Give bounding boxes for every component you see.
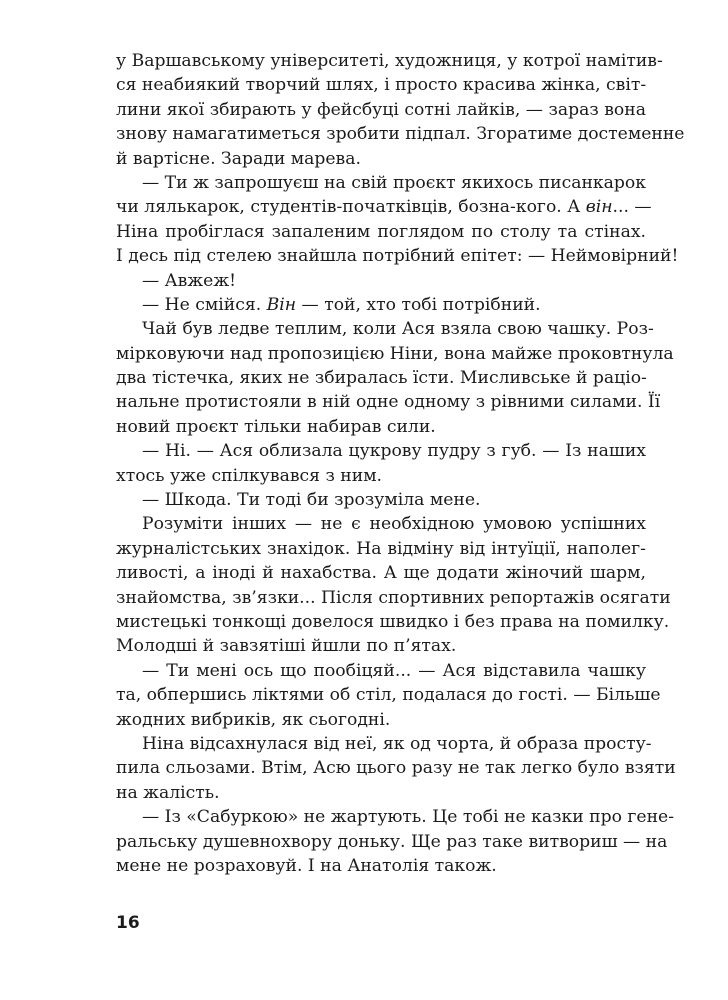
text-line: Молодші й завзятіші йшли по п’ятах. (116, 636, 457, 657)
text-line: Розуміти інших — не є необхідною умовою успішних (142, 514, 646, 535)
text-line: два тістечка, яких не збиралась їсти. Мисливське й раціо- (116, 368, 647, 389)
text-line: пила сльозами. Втім, Асю цього разу не так легко було взяти (116, 758, 676, 779)
text-line: Ніна пробіглася запаленим поглядом по столу та стінах. (116, 221, 646, 242)
text-line: та, обпершись ліктями об стіл, подалася до гості. — Більше (116, 685, 661, 706)
text-line: нальне протистояли в ній одне одному з рівними силами. Її (116, 392, 661, 413)
page-text (116, 49, 685, 878)
text-line: — Ти ж запрошуєш на свій проєкт якихось писанкарок (142, 172, 646, 193)
text-line: І десь під стелею знайшла потрібний епітет: — Неймовірний! (116, 246, 679, 267)
text-line: — Шкода. Ти тоді би зрозуміла мене. (142, 490, 481, 511)
text-line: жодних вибриків, як сьогодні. (116, 709, 391, 730)
text-line: ральську душевнохвору доньку. Ще раз таке витвориш — на (116, 831, 668, 852)
text-line: журналістських знахідок. На відміну від інтуїції, наполег- (116, 538, 646, 559)
text-line: мене не розраховуй. І на Анатолія також. (116, 855, 497, 876)
text-line: Чай був ледве теплим, коли Ася взяла свою чашку. Роз- (142, 319, 654, 340)
text-line: мірковуючи над пропозицією Ніни, вона майже проковтнула (116, 343, 674, 364)
text-line: у Варшавському університеті, художниця, у котрої намітив- (116, 51, 663, 71)
text-line: знайомства, зв’язки... Після спортивних репортажів осягати (116, 587, 671, 608)
text-line: новий проєкт тільки набирав сили. (116, 416, 436, 437)
text-line: на жалість. (116, 782, 220, 803)
text-line: ся неабиякий творчий шлях, і просто красива жінка, світ- (116, 75, 647, 96)
text-line: — Ні. — Ася облизала цукрову пудру з губ. — Із наших (142, 441, 646, 462)
text-line: — Із «Сабуркою» не жартують. Це тобі не казки про гене- (142, 807, 674, 828)
page-number: 16 (116, 913, 140, 933)
text-line: хтось уже спілкувався з ним. (116, 465, 383, 486)
text-line: й вартісне. Заради марева. (116, 148, 361, 169)
text-line: лини якої збирають у фейсбуці сотні лайків, — зараз вона (116, 99, 646, 120)
text-line: — Ти мені ось що пообіцяй... — Ася відставила чашку (142, 660, 646, 681)
text-line: ливості, а іноді й нахабства. А ще додати жіночий шарм, (116, 563, 646, 584)
text-line: — Не смійся. Він — той, хто тобі потрібний. (142, 294, 541, 315)
text-line: Ніна відсахнулася від неї, як од чорта, й образа просту- (142, 733, 652, 754)
text-line: мистецькі тонкощі довелося швидко і без права на помилку. (116, 611, 670, 632)
text-line: — Авжеж! (142, 270, 237, 291)
text-line: чи лялькарок, студентів-початківців, бозна-кого. А він... — (116, 197, 652, 218)
text-line: знову намагатиметься зробити підпал. Згоратиме достеменне (116, 124, 685, 145)
